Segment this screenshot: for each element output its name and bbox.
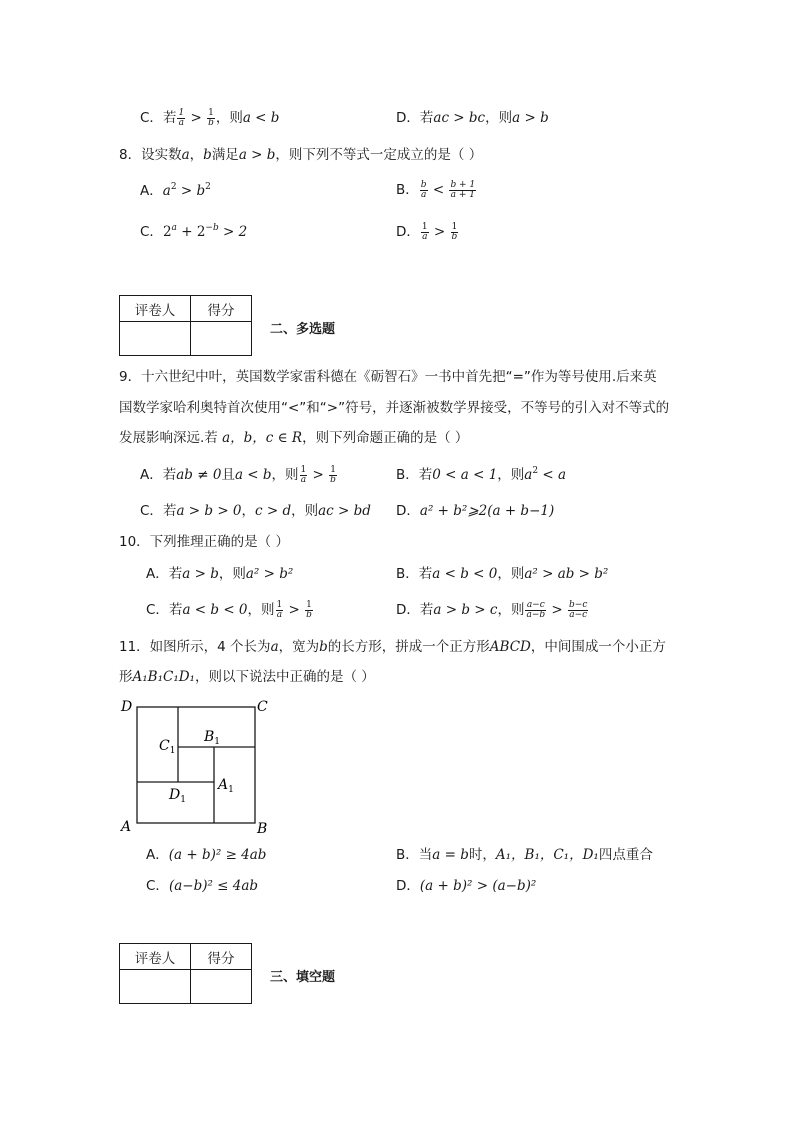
q11-option-b: B．当a = b时，A₁，B₁，C₁，D₁四点重合 (396, 847, 653, 863)
q11-option-a: A．(a + b)² ≥ 4ab (146, 847, 267, 863)
q11-option-d: D．(a + b)² > (a−b)² (396, 878, 537, 894)
q8-stem: 8．设实数a，b满足a > b，则下列不等式一定成立的是（ ） (119, 147, 483, 163)
q11-square-figure (115, 695, 285, 840)
grader-header: 评卷人 (120, 296, 191, 322)
q10-option-c: C．若a < b < 0，则 $\frac{1}{a}$ > $\frac{1}{b}$ (146, 599, 312, 620)
score-table-2 (119, 943, 252, 1004)
q10-option-b: B．若a < b < 0，则a² > ab > b² (396, 566, 609, 582)
score-cell[interactable] (191, 970, 252, 1004)
label-c1: $C_1$ (159, 738, 176, 756)
grader-header: 评卷人 (120, 944, 191, 970)
label-d: D (121, 699, 133, 715)
q9-option-b: B．若0 < a < 1，则$a^2 < a$ (396, 466, 567, 483)
q7-option-d: D．若ac > bc，则a > b (396, 110, 549, 126)
q8-option-b: B． $\frac{b}{a}$ < $\frac{b + 1}{a + 1}$ (396, 179, 476, 200)
q9-option-c: C．若a > b > 0，c > d，则ac > bd (140, 503, 371, 519)
q10-option-d: D．若a > b > c，则 $\frac{a-c}{a-b}$ > $\frac{b-c}{a-c}$ (396, 599, 588, 620)
q9-stem-line1: 9．十六世纪中叶，英国数学家雷科德在《砺智石》一书中首先把“=”作为等号使用.后来英 (119, 369, 657, 385)
q11-stem-line1: 11．如图所示，4 个长为a，宽为b的长方形，拼成一个正方形ABCD，中间围成一个小正方 (119, 639, 666, 655)
score-header: 得分 (191, 296, 252, 322)
label-a1: $A_1$ (218, 777, 234, 795)
q9-stem-line2: 国数学家哈利奥特首次使用“<”和“>”符号，并逐渐被数学界接受，不等号的引入对不等式的 (119, 400, 670, 416)
q11-stem-line2: 形A₁B₁C₁D₁，则以下说法中正确的是（ ） (119, 669, 375, 685)
label-a: A (121, 819, 132, 835)
q11-option-c: C．(a−b)² ≤ 4ab (146, 878, 259, 894)
outer-square (137, 707, 255, 823)
q8-option-a: A．$a^2 > b^2$ (140, 182, 211, 199)
q7-option-c: C．若 $\frac{1}{a}$ > $\frac{1}{b}$ ，则a < b (140, 107, 280, 128)
section-title-fill-in: 三、填空题 (270, 970, 336, 985)
q10-stem: 10．下列推理正确的是（ ） (119, 534, 289, 550)
q8-option-d: D． $\frac{1}{a}$ > $\frac{1}{b}$ (396, 221, 458, 242)
label-b: B (257, 821, 268, 837)
grader-cell[interactable] (120, 970, 191, 1004)
score-table-1 (119, 295, 252, 356)
q10-option-a: A．若a > b，则a² > b² (146, 566, 294, 582)
q8-option-c: C．$2^a + 2^{-b} > 2$ (140, 223, 248, 240)
q9-stem-line3: 发展影响深远.若 a，b，c ∈ R，则下列命题正确的是（ ） (119, 430, 469, 446)
q9-option-a: A．若ab ≠ 0且a < b，则 $\frac{1}{a}$ > $\frac{1}{b}$ (140, 464, 336, 485)
label-c: C (257, 699, 268, 715)
score-cell[interactable] (191, 322, 252, 356)
q9-option-d: D．a² + b²⩾2(a + b−1) (396, 503, 555, 519)
score-header: 得分 (191, 944, 252, 970)
section-title-multiple-choice: 二、多选题 (270, 322, 336, 337)
label-d1: $D_1$ (169, 787, 186, 805)
grader-cell[interactable] (120, 322, 191, 356)
label-b1: $B_1$ (204, 729, 221, 747)
